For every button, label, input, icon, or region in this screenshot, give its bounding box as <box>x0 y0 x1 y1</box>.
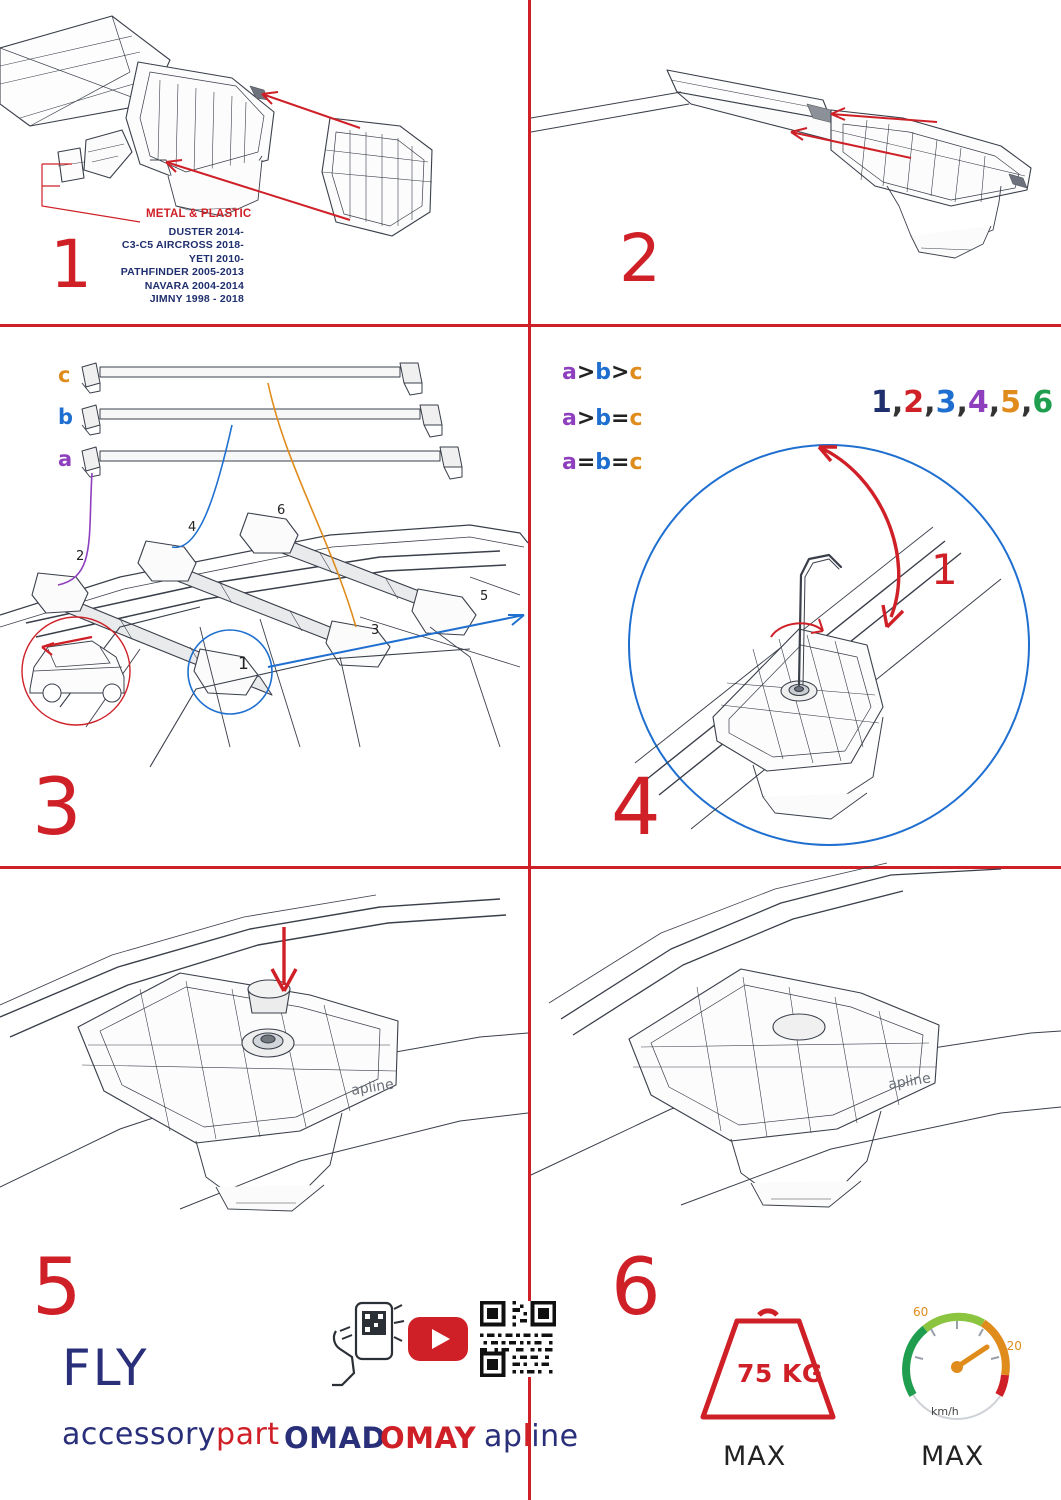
material-note: METAL & PLASTIC <box>146 208 252 220</box>
ineq-op: = <box>611 450 630 475</box>
apline-part1: ap <box>484 1419 523 1454</box>
step-number-1: 1 <box>50 226 92 303</box>
seq-sep: , <box>924 385 936 420</box>
apline-brandmark-text: apline <box>887 1070 932 1093</box>
panel-5-illustration <box>0 869 528 1269</box>
seq-2: 2 <box>903 385 925 420</box>
ineq-b: b <box>595 406 612 431</box>
bar-letter-b: b <box>58 405 74 429</box>
panel-step-3 <box>0 327 528 866</box>
brand-accessorypart <box>62 1417 280 1452</box>
seq-sep: , <box>1021 385 1033 420</box>
apline-part3: ine <box>531 1419 579 1454</box>
ineq-c: c <box>629 360 643 385</box>
vehicle-compatibility-list <box>0 226 244 307</box>
callout-4: 4 <box>188 520 197 535</box>
apline-part2: l <box>522 1419 532 1454</box>
panel-step-1 <box>0 0 528 324</box>
apline-brandmark-text: apline <box>350 1076 395 1099</box>
ineq-op: > <box>576 406 596 431</box>
qr-scan-hand-icon <box>330 1301 406 1387</box>
seq-4: 4 <box>967 385 989 420</box>
callout-2: 2 <box>76 549 85 564</box>
step-number-3: 3 <box>32 763 82 853</box>
ineq-c: c <box>629 450 643 475</box>
max-weight-label: MAX <box>723 1441 787 1472</box>
ineq-a: a <box>562 360 577 385</box>
gauge-unit-label: km/h <box>931 1405 959 1418</box>
seq-5: 5 <box>1000 385 1021 420</box>
seq-sep: , <box>891 385 904 420</box>
gauge-tick-120: 120 <box>999 1339 1022 1353</box>
youtube-icon[interactable] <box>408 1317 468 1361</box>
vehicle-item: C3-C5 AIRCROSS 2018- <box>121 239 244 252</box>
turn-count-label: 1 <box>931 545 958 594</box>
callout-6: 6 <box>277 503 286 518</box>
ineq-op: > <box>576 360 596 385</box>
callout-1: 1 <box>238 654 249 674</box>
panel-step-6 <box>531 869 1061 1500</box>
bar-letter-a: a <box>58 447 73 471</box>
gauge-tick-60: 60 <box>913 1305 929 1319</box>
vehicle-item: PATHFINDER 2005-2013 <box>120 266 244 279</box>
ineq-a: a <box>562 450 577 475</box>
brand-omay: OMAY <box>380 1421 477 1455</box>
vehicle-item: YETI 2010- <box>188 252 244 265</box>
seq-sep: , <box>988 385 1001 420</box>
ineq-op: = <box>611 406 630 431</box>
ineq-b: b <box>595 450 612 475</box>
vehicle-item: DUSTER 2014- <box>168 226 244 238</box>
step-number-2: 2 <box>619 220 661 297</box>
vehicle-item: NAVARA 2004-2014 <box>144 279 244 292</box>
panel-step-4 <box>531 327 1061 866</box>
callout-3: 3 <box>371 623 380 638</box>
seq-sep: , <box>956 385 968 420</box>
ineq-op: > <box>611 360 630 385</box>
ineq-op: = <box>576 450 596 475</box>
accessorypart-part2: part <box>216 1417 280 1452</box>
callout-5: 5 <box>480 589 489 604</box>
ineq-a: a <box>562 406 577 431</box>
panel-step-5 <box>0 869 579 1500</box>
panel-6-illustration <box>531 869 1061 1269</box>
step-number-4: 4 <box>611 763 661 853</box>
seq-3: 3 <box>935 385 957 420</box>
seq-6: 6 <box>1032 385 1054 420</box>
seq-1: 1 <box>871 385 892 420</box>
max-weight-value: 75 KG <box>737 1359 823 1388</box>
panel-2-illustration <box>531 0 1061 324</box>
tightening-sequence <box>871 385 1053 420</box>
max-speed-label: MAX <box>921 1441 985 1472</box>
fly-logo: FLY <box>62 1339 149 1397</box>
panel-step-2 <box>531 0 1061 324</box>
step-number-6: 6 <box>611 1243 661 1333</box>
bar-letter-c: c <box>58 363 71 387</box>
ineq-c: c <box>629 406 643 431</box>
accessorypart-part1: accessory <box>62 1417 217 1452</box>
step-number-5: 5 <box>32 1243 82 1333</box>
vehicle-item: JIMNY 1998 - 2018 <box>149 293 244 306</box>
ineq-b: b <box>595 360 612 385</box>
brand-omad: OMAD <box>284 1421 387 1455</box>
